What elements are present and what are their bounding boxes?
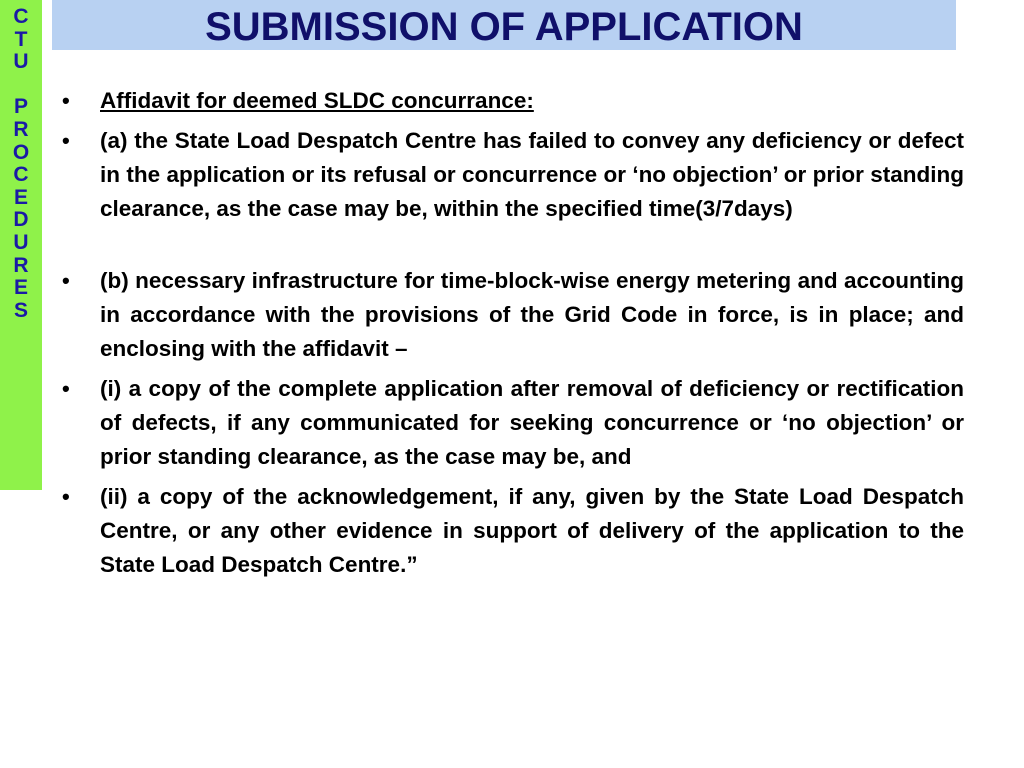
bullet-text: (b) necessary infrastructure for time-block-wise energy metering and accounting in accordance with the provisions of the Grid Code in force, is in place; and enclosing with the affidavit –: [100, 268, 964, 361]
side-letter: C: [13, 5, 29, 28]
side-letter: R: [13, 117, 29, 141]
side-letter: U: [13, 50, 29, 74]
bullet-marker: •: [62, 268, 70, 293]
bullet-item-a: [62, 124, 964, 226]
page-title: SUBMISSION OF APPLICATION: [205, 4, 803, 49]
side-letter: U: [13, 230, 29, 254]
bullet-marker: •: [62, 376, 70, 401]
bullet-item-b: [62, 264, 964, 366]
bullet-item-ii: [62, 480, 964, 582]
affidavit-heading: Affidavit for deemed SLDC concurrance:: [100, 88, 534, 113]
bullet-marker: •: [62, 88, 70, 113]
side-letter: E: [13, 276, 28, 300]
title-bar: [52, 0, 956, 50]
side-letter: O: [12, 140, 30, 164]
side-letter: D: [13, 208, 29, 232]
side-letter: C: [13, 163, 29, 187]
bullet-marker: •: [62, 484, 70, 509]
bullet-item-i: [62, 372, 964, 474]
bullet-heading: [62, 84, 964, 118]
bullet-list: [62, 84, 964, 582]
bullet-text: (ii) a copy of the acknowledgement, if any, given by the State Load Despatch Centre, or any other evidence in support of delivery of the application to the State Load Despatch Centre.”: [100, 484, 964, 577]
side-letter: S: [13, 298, 28, 322]
side-letter: P: [13, 95, 28, 119]
bullet-marker: •: [62, 128, 70, 153]
side-letter: E: [13, 185, 28, 209]
side-label-bar: [0, 0, 42, 490]
side-letter: R: [13, 253, 29, 277]
bullet-text: (i) a copy of the complete application after removal of deficiency or rectification of defects, if any communicated for seeking concurrence or ‘no objection’ or prior standing clearance, as the case may be, and: [100, 376, 964, 469]
side-letter: T: [14, 27, 28, 51]
bullet-text: (a) the State Load Despatch Centre has failed to convey any deficiency or defect in the application or its refusal or concurrence or ‘no objection’ or prior standing clearance, as the case may be, within the specified time(3/7days): [100, 128, 964, 221]
